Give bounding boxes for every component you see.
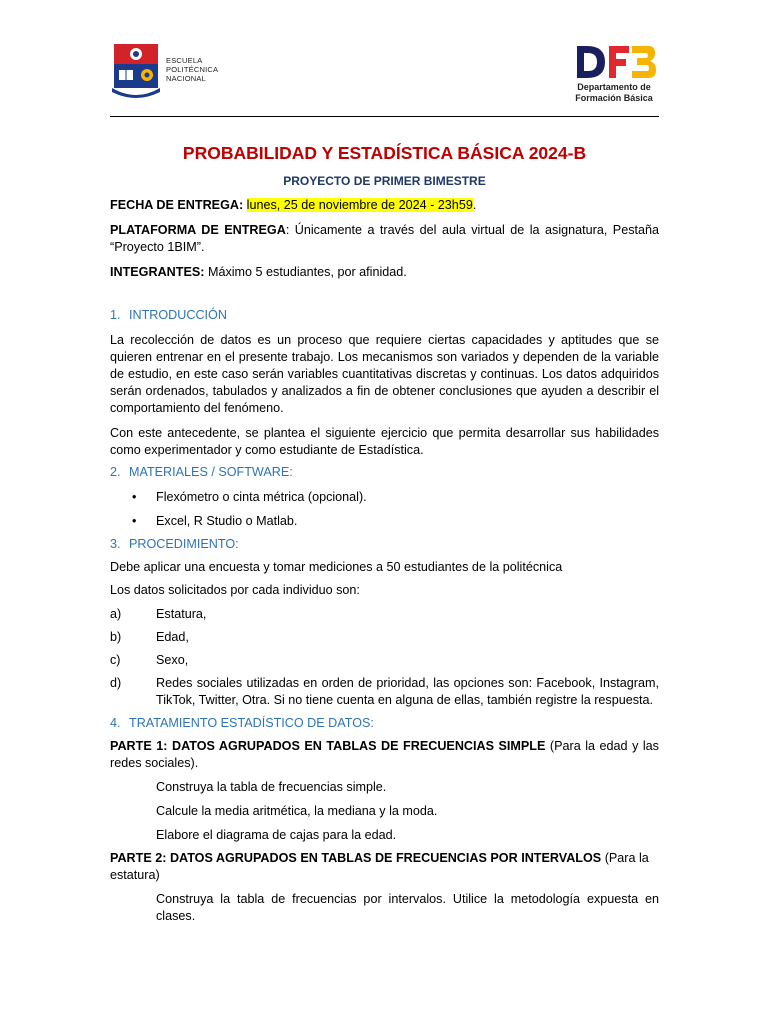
section-number: 3. — [110, 537, 121, 551]
intro-paragraph-1: La recolección de datos es un proceso que requiere ciertas capacidades y aptitudes que se quieren entrenar en el presente trabajo. Los mecanismos son variados y dependen de la variable de estudio, en este caso serán variables cuantitativas discretas y continuas. Los datos adquiridos serán ordenados, tabulados y analizados a fin de obtener conclusiones que ayuden a describir el comportamiento del fenómeno. — [110, 333, 659, 415]
institution-line-1: ESCUELA — [166, 56, 203, 65]
list-item-text: Excel, R Studio o Matlab. — [156, 514, 298, 528]
materials-list — [110, 489, 659, 530]
institution-name — [166, 56, 218, 83]
section-number: 2. — [110, 465, 121, 479]
list-item-text: Redes sociales utilizadas en orden de prioridad, las opciones son: Facebook, Instagram, TikTok, Twitter, Otra. Si no tiene cuenta en alguna de ellas, también registre la respuesta. — [156, 676, 659, 707]
members-value: Máximo 5 estudiantes, por afinidad. — [204, 265, 407, 279]
list-item — [110, 652, 659, 669]
institution-line-3: NACIONAL — [166, 74, 206, 83]
members-label: INTEGRANTES: — [110, 265, 205, 279]
list-item — [110, 489, 659, 506]
list-item-text: Sexo, — [156, 653, 189, 667]
department-name — [569, 82, 659, 104]
list-letter: a) — [110, 607, 122, 621]
part-1-item: Elabore el diagrama de cajas para la edad. — [156, 828, 397, 842]
part-1-item: Construya la tabla de frecuencias simple. — [156, 780, 387, 794]
section-title: MATERIALES / SOFTWARE: — [129, 465, 293, 479]
delivery-platform-value: : Únicamente a través del aula virtual de la asignatura, Pestaña “Proyecto 1BIM”. — [110, 223, 660, 254]
part-2-heading — [110, 850, 659, 884]
department-line-1: Departamento de — [577, 82, 651, 92]
section-heading-materials — [110, 464, 659, 481]
dfb-logo-icon — [569, 42, 659, 82]
list-item-text: Estatura, — [156, 607, 207, 621]
list-item — [110, 606, 659, 623]
part-2-item: Construya la tabla de frecuencias por intervalos. Utilice la metodología expuesta en clases. — [156, 892, 659, 923]
part-2-label: PARTE 2: DATOS AGRUPADOS EN TABLAS DE FRECUENCIAS POR INTERVALOS — [110, 851, 602, 865]
section-heading-treatment — [110, 715, 659, 732]
department-line-2: Formación Básica — [575, 93, 653, 103]
institution-logo — [110, 42, 218, 102]
part-1-heading — [110, 738, 659, 772]
institution-line-2: POLITÉCNICA — [166, 65, 219, 74]
delivery-date-end: . — [472, 198, 477, 212]
list-letter: c) — [110, 653, 121, 667]
section-number: 1. — [110, 308, 121, 322]
list-letter: d) — [110, 676, 122, 690]
section-title: PROCEDIMIENTO: — [129, 537, 239, 551]
list-item — [110, 629, 659, 646]
list-letter: b) — [110, 630, 122, 644]
part-1-item: Calcule la media aritmética, la mediana y la moda. — [156, 804, 438, 818]
delivery-platform-label: PLATAFORMA DE ENTREGA — [110, 223, 286, 237]
list-item — [110, 675, 659, 709]
bullet-icon: • — [132, 514, 137, 528]
section-heading-procedure — [110, 536, 659, 553]
list-item — [110, 513, 659, 530]
part-2-note: (Para la estatura) — [110, 851, 649, 882]
delivery-platform — [110, 222, 659, 256]
bullet-icon: • — [132, 490, 137, 504]
section-title: TRATAMIENTO ESTADÍSTICO DE DATOS: — [129, 716, 374, 730]
section-title: INTRODUCCIÓN — [129, 308, 227, 322]
document-page — [110, 40, 659, 925]
section-heading-introduction — [110, 307, 659, 324]
part-1-label: PARTE 1: DATOS AGRUPADOS EN TABLAS DE FRECUENCIAS SIMPLE — [110, 739, 546, 753]
procedure-paragraph-2: Los datos solicitados por cada individuo son: — [110, 583, 360, 597]
university-seal-icon — [110, 42, 162, 102]
procedure-paragraph-1: Debe aplicar una encuesta y tomar mediciones a 50 estudiantes de la politécnica — [110, 560, 563, 574]
delivery-date-label: FECHA DE ENTREGA: — [110, 198, 244, 212]
members — [110, 264, 659, 281]
list-item-text: Flexómetro o cinta métrica (opcional). — [156, 490, 367, 504]
requested-data-list — [110, 606, 659, 709]
document-header — [110, 40, 659, 117]
intro-paragraph-2: Con este antecedente, se plantea el siguiente ejercicio que permita desarrollar sus habilidades como experimentador y como estudiante de Estadística. — [110, 426, 659, 457]
section-number: 4. — [110, 716, 121, 730]
delivery-date-value: lunes, 25 de noviembre de 2024 - 23h59 — [246, 198, 473, 212]
list-item-text: Edad, — [156, 630, 189, 644]
document-subtitle: PROYECTO DE PRIMER BIMESTRE — [283, 174, 486, 188]
delivery-date — [110, 197, 659, 214]
document-title: PROBABILIDAD Y ESTADÍSTICA BÁSICA 2024-B — [182, 143, 587, 163]
part-1-note: (Para la edad y las redes sociales). — [110, 739, 659, 770]
department-logo — [569, 42, 659, 104]
